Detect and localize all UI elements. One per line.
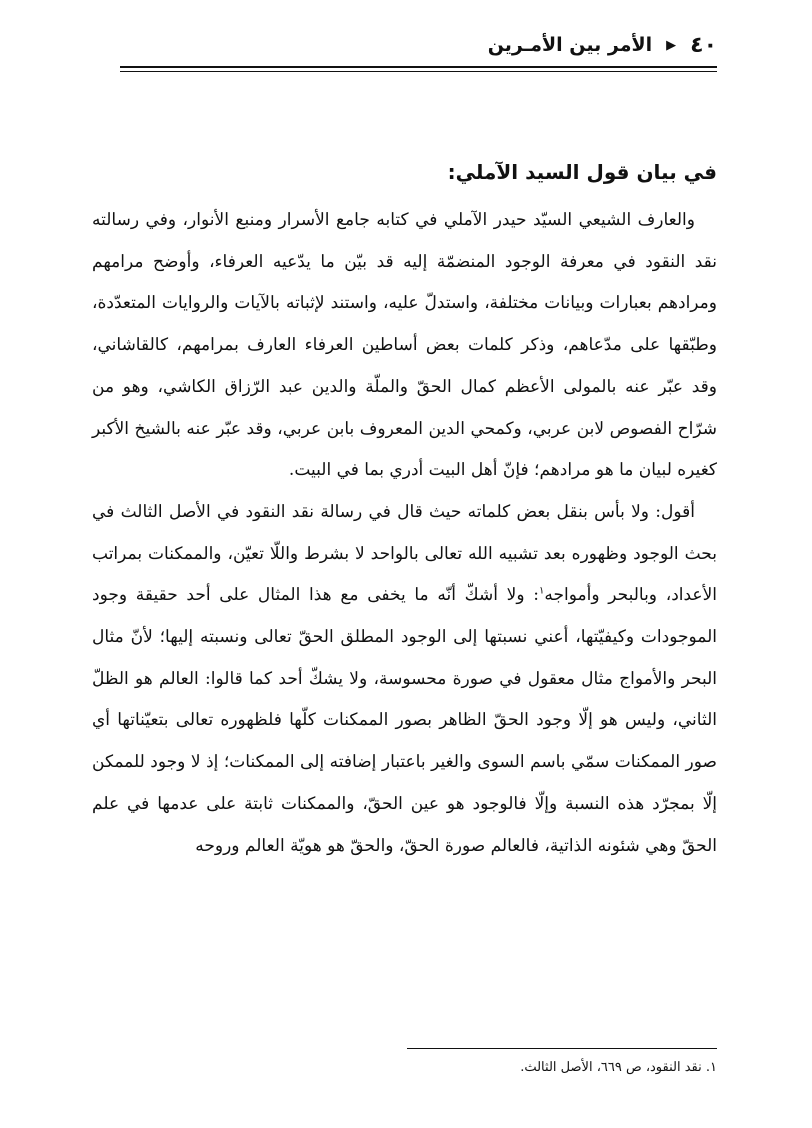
- book-title: الأمر بين الأمـرين: [487, 34, 653, 56]
- page-number: ٤٠: [690, 32, 717, 58]
- running-head: [120, 30, 717, 60]
- footnote: ١. نقد النقود، ص ٦٦٩، الأصل الثالث.: [520, 1060, 717, 1075]
- paragraph-1: والعارف الشيعي السيّد حيدر الآملي في كتابه جامع الأسرار ومنبع الأنوار، وفي رسالته نقد النقود في معرفة الوجود المنضمّة إليه قد بيّن ما يدّعيه العرفاء، وأوضح مرامهم ومرادهم بعبارات وبيانات مختلفة، واستدلّ عليه، واستند لإثباته بالآيات والروايات المتعدّدة، وطبّقها على مدّعاهم، وذكر كلمات بعض أساطين العرفاء العارف بمرامهم، كالقاشاني، وقد عبّر عنه بالمولى الأعظم كمال الحقّ والملّة والدين عبد الرّزاق الكاشي، وهو من شرّاح الفصوص لابن عربي، وكمحي الدين المعروف بابن عربي، وقد عبّر عنه بالشيخ الأكبر كغيره لبيان ما هو مرادهم؛ فإنّ أهل البيت أدري بما في البيت.: [92, 210, 717, 481]
- header-rule-thin: [120, 71, 717, 72]
- paragraph-2: [92, 492, 717, 867]
- section-heading: في بيان قول السيد الآملي:: [447, 160, 717, 184]
- body-text: [92, 200, 717, 867]
- paragraph-2-before-note: أقول: ولا بأس بنقل بعض كلماته حيث قال في رسالة نقد النقود في الأصل الثالث في بحث الوجود وظهوره بعد تشبيه الله تعالى بالواحد لا بشرط واللّا تعيّن، والممكنات بمراتب الأعداد، وبالبحر وأمواجه: [92, 501, 717, 606]
- paragraph-2-after-note: : ولا أشكّ أنّه ما يخفى مع هذا المثال على أحد حقيقة وجود الموجودات وكيفيّتها، أعني نسبتها إلى الوجود المطلق الحقّ تعالى ونسبته إليها؛ لأنّ مثال البحر والأمواج مثال معقول في صورة محسوسة، ولا يشكّ أحد كما قالوا: العالم هو الظلّ الثاني، وليس هو إلّا وجود الحقّ الظاهر بصور الممكنات كلّها فلظهوره تعالى بتعيّناتها أي صور الممكنات سمّي باسم السوى والغير باعتبار إضافته إلى الممكنات؛ إذ لا وجود للممكن إلّا بمجرّد هذه النسبة وإلّا فالوجود هو عين الحقّ، والممكنات ثابتة على عدمها في علم الحقّ وهي شئونه الذاتية، فالعالم صورة الحقّ، والحقّ هو هويّة العالم وروحه: [92, 585, 717, 856]
- footnote-rule: [407, 1048, 717, 1049]
- footnote-marker[interactable]: ١: [538, 585, 545, 597]
- header-rule: [120, 66, 717, 68]
- arrow-icon: ▶: [666, 37, 677, 53]
